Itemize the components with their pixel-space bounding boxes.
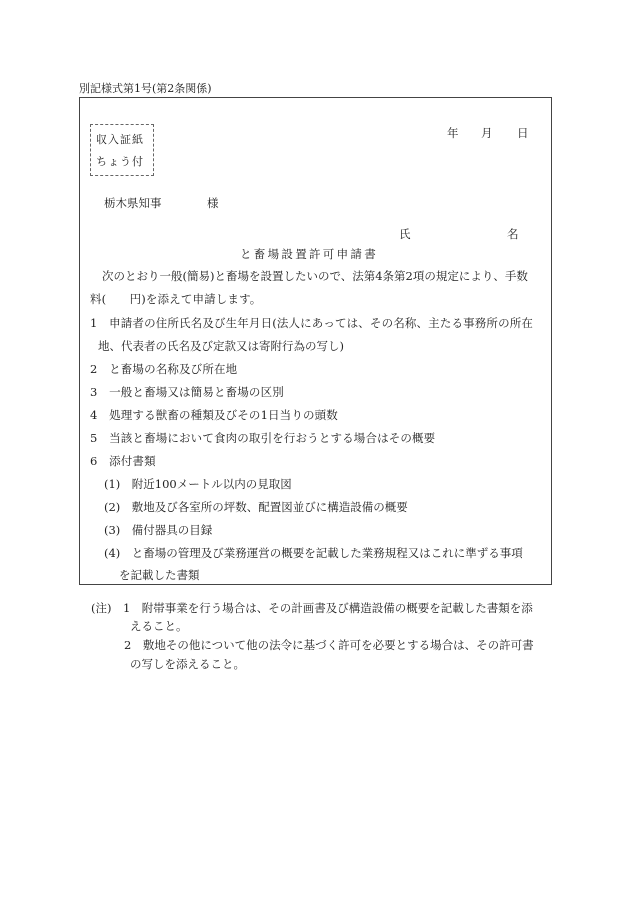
note-2-line1: 2 敷地その他について他の法令に基づく許可を必要とする場合は、その許可書: [124, 638, 534, 652]
applicant-name-label-given: 名: [507, 227, 519, 241]
attachment-1: (1) 附近100メートル以内の見取図: [104, 477, 292, 491]
attachment-3: (3) 備付器具の目録: [104, 523, 213, 537]
applicant-name-label-surname: 氏: [399, 227, 411, 241]
note-1-line1: (注) 1 附帯事業を行う場合は、その計画書及び構造設備の概要を記載した書類を添: [91, 601, 533, 615]
addressee-honorific: 様: [207, 196, 219, 210]
form-title: と畜場設置許可申請書: [240, 247, 378, 261]
note-2-line2: の写しを添えること。: [130, 657, 245, 671]
item-5: 5 当該と畜場において食肉の取引を行おうとする場合はその概要: [90, 431, 436, 445]
item-4: 4 処理する獣畜の種類及びその1日当りの頭数: [90, 408, 338, 422]
item-3: 3 一般と畜場又は簡易と畜場の区別: [90, 385, 284, 399]
body-text-line1: 次のとおり一般(簡易)と畜場を設置したいので、法第4条第2項の規定により、手数: [102, 269, 528, 283]
attachment-2: (2) 敷地及び各室所の坪数、配置図並びに構造設備の概要: [104, 500, 408, 514]
date-day-label: 日: [517, 126, 529, 140]
stamp-label-line1: 収入証紙: [96, 133, 144, 146]
body-text-line2: 料( 円)を添えて申請します。: [90, 292, 262, 306]
attachment-4-line2: を記載した書類: [119, 568, 200, 582]
item-2: 2 と畜場の名称及び所在地: [90, 362, 238, 376]
note-1-line2: えること。: [130, 619, 188, 633]
form-number-caption: 別記様式第1号(第2条関係): [79, 82, 212, 95]
attachment-4-line1: (4) と畜場の管理及び業務運営の概要を記載した業務規程又はこれに準ずる事項: [104, 546, 523, 560]
stamp-label-line2: ちょう付: [96, 155, 144, 168]
date-year-label: 年: [447, 126, 459, 140]
item-6: 6 添付書類: [90, 454, 156, 468]
date-month-label: 月: [481, 126, 493, 140]
item-1-line2: 地、代表者の氏名及び定款又は寄附行為の写し): [98, 339, 344, 353]
item-1-line1: 1 申請者の住所氏名及び生年月日(法人にあっては、その名称、主たる事務所の所在: [90, 316, 534, 330]
addressee-name: 栃木県知事: [104, 196, 162, 210]
